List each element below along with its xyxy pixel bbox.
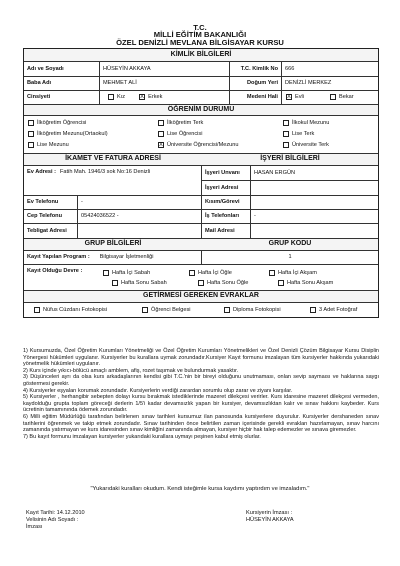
isyeri-unvan-field[interactable]: HASAN ERGÜN xyxy=(254,169,296,176)
acceptance-quote: "Yukarıdaki kuralları okudum. Kendi isteğimle kursa kaydımı yaptırdım ve imzaladım." xyxy=(90,486,310,492)
devre-option[interactable] xyxy=(112,280,198,286)
checkbox[interactable] xyxy=(198,280,204,286)
option-label: Diploma Fotokopisi xyxy=(233,306,281,313)
row-cinsiyet xyxy=(24,91,378,105)
option-label: Lise Öğrencisi xyxy=(167,131,203,138)
ogrenim-options xyxy=(24,116,378,154)
option-label: Hafta İçi Sabah xyxy=(112,269,151,276)
evrak-option[interactable] xyxy=(34,307,142,313)
cep-field[interactable]: 05424036522 - xyxy=(78,210,202,223)
devre-option[interactable] xyxy=(278,280,333,286)
ogrenim-option[interactable] xyxy=(28,120,158,126)
ogrenim-option[interactable] xyxy=(28,131,158,137)
mail-label: Mail Adresi xyxy=(202,224,251,238)
option-label: Üniversite Terk xyxy=(292,142,329,149)
ev-adresi-field[interactable]: Fatih Mah. 1946/3 sok No:16 Denizli xyxy=(60,169,151,175)
row-unvan xyxy=(202,166,378,181)
row-ad xyxy=(24,62,378,77)
checkbox[interactable] xyxy=(224,307,230,313)
section-title-isyeri: İŞYERİ BİLGİLERİ xyxy=(260,155,320,163)
program-field[interactable]: Bilgisayar İşletmenliği xyxy=(99,254,154,261)
row-teblig xyxy=(24,224,378,239)
section-ogrenim xyxy=(24,105,378,116)
option-label: Bekar xyxy=(339,94,354,101)
option-label: Evli xyxy=(295,94,305,101)
ogrenim-option[interactable] xyxy=(283,131,314,137)
evrak-option[interactable] xyxy=(310,307,357,313)
option-label: İlköğretim Öğrencisi xyxy=(37,120,87,127)
checkbox[interactable] xyxy=(310,307,316,313)
ogrenim-option[interactable] xyxy=(283,120,329,126)
isyeri-block xyxy=(202,166,378,195)
option-label: Lise Terk xyxy=(292,131,315,138)
option-label: 3 Adet Fotoğraf xyxy=(319,306,358,313)
row-cep xyxy=(24,210,378,224)
checkbox[interactable] xyxy=(142,307,148,313)
row-baba xyxy=(24,77,378,91)
section-title: ÖĞRENİM DURUMU xyxy=(167,105,235,113)
option-kiz[interactable] xyxy=(108,94,125,100)
signature-right xyxy=(246,510,294,524)
is-tel-field[interactable]: - xyxy=(254,213,256,220)
checkbox[interactable] xyxy=(283,120,289,126)
ogrenim-row xyxy=(28,129,378,140)
teblig-label: Tebligat Adresi xyxy=(24,224,78,238)
signature-left xyxy=(26,510,85,530)
rule-item: 5) Kursiyerler , herhangibir sebepten dolayı kursu bırakmak istediklerinde mazeret dilekçesi verirler. Kurs idaresine mazeret dilekçesi vermeden, kaydolduğu grupta toplam göreceği derlerin 1/5'i kadar devamsızlık yapan bir kursiyer, devamsızlıktan kalır ve sınav hakkını kaybeder. Kurs ücretinin tamamınında ödemek zorundadır. xyxy=(23,394,379,414)
option-label: İlkokul Mezunu xyxy=(292,120,330,127)
ev-tel-field[interactable]: - xyxy=(78,196,202,209)
devre-option[interactable] xyxy=(103,270,189,276)
rule-item: 7) Bu kayıt formunu imzalayan kursiyerler yukarıdaki kurallara uymayı peşinen kabul etmiş olurlar. xyxy=(23,433,261,440)
rule-item: 2) Kurs içinde yıkıcı-bölücü amaçlı amblem, afiş, rozet taşımak ve bulundurmak yasaktır. xyxy=(23,367,239,374)
row-isyeri-adres xyxy=(202,181,378,195)
section-evraklar xyxy=(24,291,378,303)
checkbox[interactable] xyxy=(158,131,164,137)
option-label: Hafta Sonu Sabah xyxy=(121,279,167,286)
ad-label: Adı ve Soyadı xyxy=(24,62,100,76)
option-label: Üniversite Öğrencisi/Mezunu xyxy=(167,142,239,149)
checkbox[interactable] xyxy=(34,307,40,313)
ad-field[interactable]: HÜSEYİN AKKAYA xyxy=(100,62,230,76)
ev-adresi-cell xyxy=(24,166,202,195)
ogrenim-row xyxy=(28,118,378,129)
cep-label: Cep Telefonu xyxy=(24,210,78,223)
ev-tel-label: Ev Telefonu xyxy=(24,196,78,209)
isyeri-adres-field[interactable] xyxy=(251,181,378,195)
option-label: Lise Mezunu xyxy=(37,142,69,149)
rule-item: 4) Kursiyerler eşyaları korumak zorundadır. Kursiyerlerin verdiği zarardan sorumlu olup zarar ve ziyanı karşılar. xyxy=(23,387,293,394)
section-title: GETİRMESİ GEREKEN EVRAKLAR xyxy=(143,292,259,300)
option-label: Hafta İçi Öğle xyxy=(198,269,232,276)
row-program xyxy=(24,251,378,265)
devre-option[interactable] xyxy=(189,270,269,276)
tc-label: T.C. Kimlik No xyxy=(230,62,282,76)
evrak-options xyxy=(24,303,378,317)
tc-field[interactable]: 666 xyxy=(285,65,295,72)
rule-item: 6) Milli eğitim Müdürlüğü tarafından belirlenen sınav tarihleri kursumuz ilan panosunda kursiyerlere duyurulur. Kursiyerler dershaneden sınav tarihlerini öğrenmek ve takip etmek zorundadır. Sınav tarihinden önce belirtilen zaman içerisinde gerekli evrakları hazırlamayan, sınav harcını zamanında yatırmayan ve kurs idaresinden sınav kimliğini zamanında almayan, kursiyer hiçbir hak talep edemezler ve sınava giremezler. xyxy=(23,413,379,434)
checkbox[interactable] xyxy=(158,120,164,126)
checkbox[interactable] xyxy=(189,270,195,276)
checkbox-checked[interactable]: X xyxy=(159,142,163,149)
option-label: Hafta Sonu Akşam xyxy=(287,279,334,286)
option-label: İlköğretim Terk xyxy=(167,120,204,127)
checkbox[interactable] xyxy=(283,142,289,148)
kursiyer-name: HÜSEYİN AKKAYA xyxy=(246,516,294,523)
devre-block xyxy=(24,265,378,291)
rules-text xyxy=(23,348,379,440)
rule-item: 1) Kursumuzda, Özel Öğretim Kurumları Yönetmeliği ve Özel Öğretim Kurumları Yönetmelikleri ve Özel Denizli Çözüm Bilgisayar Kursu Disiplin Yönergesi hükümleri uygulanır. Kursiyerler bu kurallara uymak zorundadır.Kursiyer Kayıt formunu imzalayan tüm kursiyerler hakkında yukarıdaki yönetmelik hükümleri uygulanır. xyxy=(23,348,379,368)
veli-imza-label: İmzası xyxy=(26,523,43,530)
checkbox-checked[interactable]: X xyxy=(287,94,291,101)
checkbox[interactable] xyxy=(28,142,34,148)
program-label: Kayıt Yapılan Program : xyxy=(27,254,90,261)
ogrenim-row xyxy=(28,140,378,151)
section-title-grup-kodu: GRUP KODU xyxy=(268,240,312,248)
devre-row xyxy=(112,278,378,288)
option-label: Öğrenci Belgesi xyxy=(151,306,191,313)
checkbox[interactable] xyxy=(28,120,34,126)
header xyxy=(0,24,400,46)
ogrenim-option[interactable] xyxy=(283,142,329,148)
cinsiyet-options xyxy=(100,91,230,104)
devre-options xyxy=(103,268,378,287)
checkbox[interactable] xyxy=(28,131,34,137)
teblig-field[interactable] xyxy=(78,224,202,238)
header-line-tc: T.C. xyxy=(193,23,207,32)
dogum-label: Doğum Yeri xyxy=(230,77,282,90)
program-cell xyxy=(24,251,202,264)
section-grup xyxy=(24,239,378,251)
isyeri-unvan-label: İşyeri Unvanı xyxy=(202,166,251,180)
is-tel-label: İş Telefonları xyxy=(202,210,251,223)
checkbox[interactable] xyxy=(269,270,275,276)
devre-option[interactable] xyxy=(198,280,278,286)
cinsiyet-label: Cinsiyeti xyxy=(24,91,100,104)
checkbox[interactable] xyxy=(112,280,118,286)
adres-block xyxy=(24,166,378,196)
header-line-ministry: MİLLİ EĞİTİM BAKANLIĞI xyxy=(153,30,247,40)
devre-option[interactable] xyxy=(269,270,317,276)
checkbox[interactable] xyxy=(330,94,336,100)
evrak-option[interactable] xyxy=(142,307,224,313)
ogrenim-option[interactable] xyxy=(158,131,283,137)
ev-adresi-label: Ev Adresi : xyxy=(27,169,57,175)
registration-form xyxy=(23,48,379,318)
checkbox[interactable] xyxy=(108,94,114,100)
section-title: KİMLİK BİLGİLERİ xyxy=(170,50,232,58)
dogum-field[interactable]: DENİZLİ MERKEZ xyxy=(285,80,332,87)
option-label: Erkek xyxy=(148,94,163,101)
kisim-field[interactable] xyxy=(251,196,378,209)
medeni-label: Medeni Hali xyxy=(230,91,282,104)
section-adres xyxy=(24,154,378,166)
kisim-label: Kısım/Görevi xyxy=(202,196,251,209)
checkbox[interactable] xyxy=(278,280,284,286)
option-erkek[interactable] xyxy=(139,94,162,100)
option-label: Kız xyxy=(117,94,126,101)
option-evli[interactable] xyxy=(286,94,304,100)
devre-label: Kayıt Olduğu Devre : xyxy=(27,268,83,274)
medeni-options xyxy=(282,91,378,104)
option-label: Hafta Sonu Öğle xyxy=(207,279,249,286)
veli-label: Velisinin Adı Soyadı : xyxy=(26,516,79,523)
checkbox[interactable] xyxy=(103,270,109,276)
baba-label: Baba Adı xyxy=(24,77,100,90)
option-bekar[interactable] xyxy=(330,94,354,100)
row-ev-tel xyxy=(24,196,378,210)
checkbox-checked[interactable]: X xyxy=(140,94,144,101)
option-label: Hafta İçi Akşam xyxy=(278,269,317,276)
section-kimlik xyxy=(24,49,378,62)
mail-field[interactable] xyxy=(251,224,378,238)
baba-field[interactable]: MEHMET ALİ xyxy=(100,77,230,90)
isyeri-adres-label: İşyeri Adresi xyxy=(202,181,251,195)
kayit-tarihi: Kayıt Tarihi: 14.12.2010 xyxy=(26,510,85,516)
option-label: İlköğretim Mezunu(Ortaokul) xyxy=(37,131,108,138)
devre-row xyxy=(103,268,378,278)
kursiyer-imza-label: Kursiyerin İmzası : xyxy=(246,510,293,516)
header-line-school: ÖZEL DENİZLİ MEVLANA BİLGİSAYAR KURSU xyxy=(116,37,284,47)
checkbox[interactable] xyxy=(283,131,289,137)
grup-kodu-field[interactable]: 1 xyxy=(288,254,292,261)
evrak-option[interactable] xyxy=(224,307,310,313)
ogrenim-option-selected[interactable] xyxy=(158,142,283,148)
ogrenim-option[interactable] xyxy=(158,120,283,126)
section-title-grup: GRUP BİLGİLERİ xyxy=(84,240,142,248)
rule-item: 3) Düşünceleri ayrı da olsa kurs arkadaşlarının kendisi gibi T.C.'nin bir bireyi olduğunu unutmaması, onlan sevip saymaısı ve haklarına saygı göstermesi gerekir. xyxy=(23,374,379,387)
ogrenim-option[interactable] xyxy=(28,142,158,148)
option-label: Nüfus Cüzdanı Fotokopisi xyxy=(43,306,108,313)
section-title-adres: İKAMET VE FATURA ADRESİ xyxy=(65,155,161,163)
